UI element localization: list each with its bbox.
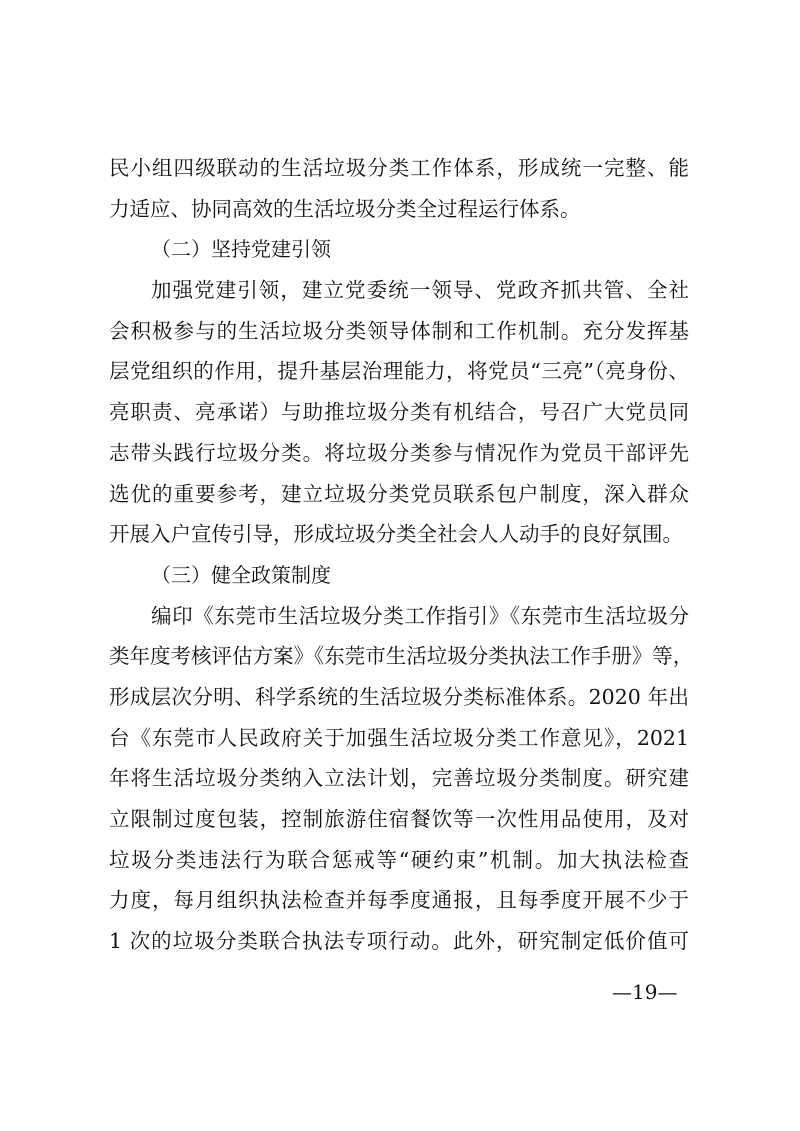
paragraph-line: 加强党建引领，建立党委统一领导、党政齐抓共管、全社 xyxy=(151,278,689,303)
page-number: —19— xyxy=(612,980,678,1004)
paragraph-line: 开展入户宣传引导，形成垃圾分类全社会人人动手的良好氛围。 xyxy=(109,522,683,547)
paragraph-line: 民小组四级联动的生活垃圾分类工作体系，形成统一完整、能 xyxy=(109,156,689,180)
section-heading: （三）健全政策制度 xyxy=(151,562,331,587)
paragraph-line: 立限制过度包装，控制旅游住宿餐饮等一次性用品使用，及对 xyxy=(109,807,689,831)
paragraph-line: 会积极参与的生活垃圾分类领导体制和工作机制。充分发挥基 xyxy=(109,318,689,343)
paragraph-line: 年将生活垃圾分类纳入立法计划，完善垃圾分类制度。研究建 xyxy=(109,766,689,791)
paragraph-line: 编印《东莞市生活垃圾分类工作指引》《东莞市生活垃圾分 xyxy=(151,603,689,628)
paragraph-line: 台《东莞市人民政府关于加强生活垃圾分类工作意见》，2021 xyxy=(109,725,689,750)
section-heading: （二）坚持党建引领 xyxy=(151,237,331,262)
paragraph-line: 层党组织的作用，提升基层治理能力，将党员“三亮”（亮身份、 xyxy=(109,359,689,384)
paragraph-line: 亮职责、亮承诺）与助推垃圾分类有机结合，号召广大党员同 xyxy=(109,400,689,425)
document-body xyxy=(109,148,694,962)
paragraph-line: 力度，每月组织执法检查并每季度通报，且每季度开展不少于 xyxy=(109,888,689,913)
paragraph-line: 形成层次分明、科学系统的生活垃圾分类标准体系。2020 年出 xyxy=(109,684,689,709)
paragraph-line: 1 次的垃圾分类联合执法专项行动。此外，研究制定低价值可 xyxy=(109,929,689,954)
paragraph-line: 力适应、协同高效的生活垃圾分类全过程运行体系。 xyxy=(109,196,581,221)
paragraph-line: 垃圾分类违法行为联合惩戒等“硬约束”机制。加大执法检查 xyxy=(109,847,689,872)
paragraph-line: 选优的重要参考，建立垃圾分类党员联系包户制度，深入群众 xyxy=(109,481,689,506)
paragraph-line: 类年度考核评估方案》《东莞市生活垃圾分类执法工作手册》等， xyxy=(109,644,694,669)
paragraph-line: 志带头践行垃圾分类。将垃圾分类参与情况作为党员干部评先 xyxy=(109,440,689,465)
